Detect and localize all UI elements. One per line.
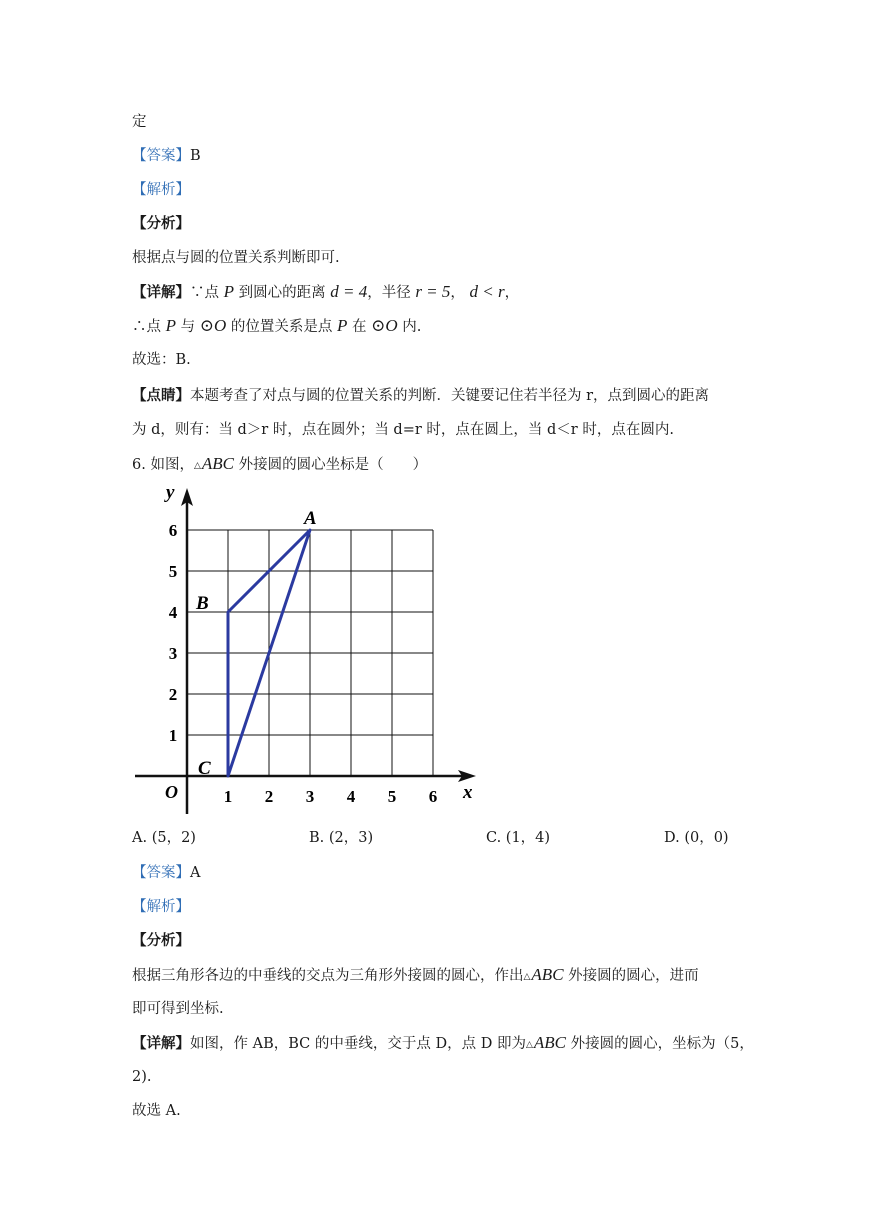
prev-answer-line: [132, 146, 201, 166]
answer-value: B: [190, 148, 201, 164]
prev-analysis-tag: 【解析】: [132, 182, 190, 198]
math-abc: ABC: [201, 454, 234, 473]
point-label-c: C: [198, 758, 211, 779]
q6-fenxi-line-1: 根据三角形各边的中垂线的交点为三角形外接圆的圆心，作出△ABC 外接圆的圆心，进而: [132, 965, 699, 984]
triangle-symbol: △: [523, 972, 531, 982]
math-p: P: [165, 316, 176, 335]
coordinate-figure: [130, 478, 490, 823]
x-tick-label: 3: [305, 787, 315, 806]
q6-detail-line-1: 【详解】如图，作 AB，BC 的中垂线，交于点 D，点 D 即为△ABC 外接圆的圆心，坐标为（5，: [132, 1033, 754, 1052]
y-tick-label: 1: [168, 726, 178, 745]
q6-detail-line-2: 2).: [132, 1069, 152, 1085]
math-r-eq: r = 5: [415, 282, 451, 301]
y-tick-label: 5: [168, 562, 178, 581]
dianjing-tag: 【点睛】: [132, 387, 190, 404]
q6-answer-line: [132, 863, 200, 883]
origin-label: O: [165, 782, 178, 802]
q6-choose: 故选 A.: [132, 1103, 181, 1119]
x-tick-label: 4: [346, 787, 356, 806]
option-c: C. (1，4): [486, 830, 551, 846]
detail-tag: 【详解】: [132, 1035, 190, 1052]
point-label-a: A: [304, 508, 317, 529]
x-tick-label: 6: [428, 787, 438, 806]
x-tick-label: 2: [264, 787, 274, 806]
prev-fenxi-text: 根据点与圆的位置关系判断即可.: [132, 250, 340, 266]
q6-stem: 6. 如图，△ABC 外接圆的圆心坐标是（ ）: [132, 454, 428, 473]
x-tick-label: 5: [387, 787, 397, 806]
prev-detail-line-1: 【详解】∵点 P 到圆心的距离 d = 4，半径 r = 5， d < r，: [132, 282, 520, 301]
math-abc: ABC: [533, 1033, 566, 1052]
math-d-lt-r: d < r: [469, 282, 505, 301]
math-abc: ABC: [531, 965, 564, 984]
q6-fenxi-tag: 【分析】: [132, 932, 190, 949]
y-tick-label: 2: [168, 685, 178, 704]
x-tick-label: 1: [223, 787, 233, 806]
q6-fenxi-line-2: 即可得到坐标.: [132, 1001, 224, 1017]
answer-value: A: [190, 865, 201, 881]
x-axis-label: x: [463, 782, 473, 803]
triangle-symbol: △: [193, 461, 201, 471]
triangle-symbol: △: [525, 1040, 533, 1050]
prev-question-tail: 定: [132, 114, 147, 130]
prev-dianjing-line-1: 【点睛】本题考查了对点与圆的位置关系的判断．关键要记住若半径为 r，点到圆心的距离: [132, 387, 710, 404]
math-p: P: [336, 316, 348, 335]
prev-dianjing-line-2: 为 d，则有：当 d＞r 时，点在圆外；当 d=r 时，点在圆上，当 d＜r 时，点在圆内.: [132, 422, 674, 438]
point-label-b: B: [196, 593, 209, 614]
option-a: A. (5，2): [132, 830, 196, 846]
y-axis-label: y: [166, 482, 175, 503]
option-b: B. (2，3): [309, 830, 374, 846]
answer-tag: 【答案】: [132, 865, 190, 881]
y-tick-label: 3: [168, 644, 178, 663]
math-d-eq: d = 4: [330, 282, 368, 301]
detail-tag: 【详解】: [132, 284, 190, 301]
math-odot-o: ⊙O: [199, 316, 227, 335]
prev-choose: 故选：B.: [132, 352, 191, 368]
answer-tag: 【答案】: [132, 148, 190, 164]
option-d: D. (0，0): [664, 830, 729, 846]
prev-fenxi-tag: 【分析】: [132, 215, 190, 232]
q6-analysis-tag: 【解析】: [132, 899, 190, 915]
math-odot-o: ⊙O: [371, 316, 398, 335]
y-tick-label: 6: [168, 521, 178, 540]
prev-detail-line-2: ∴点 P 与 ⊙O 的位置关系是点 P 在 ⊙O 内.: [132, 316, 422, 335]
math-p: P: [223, 282, 234, 301]
y-tick-label: 4: [168, 603, 178, 622]
